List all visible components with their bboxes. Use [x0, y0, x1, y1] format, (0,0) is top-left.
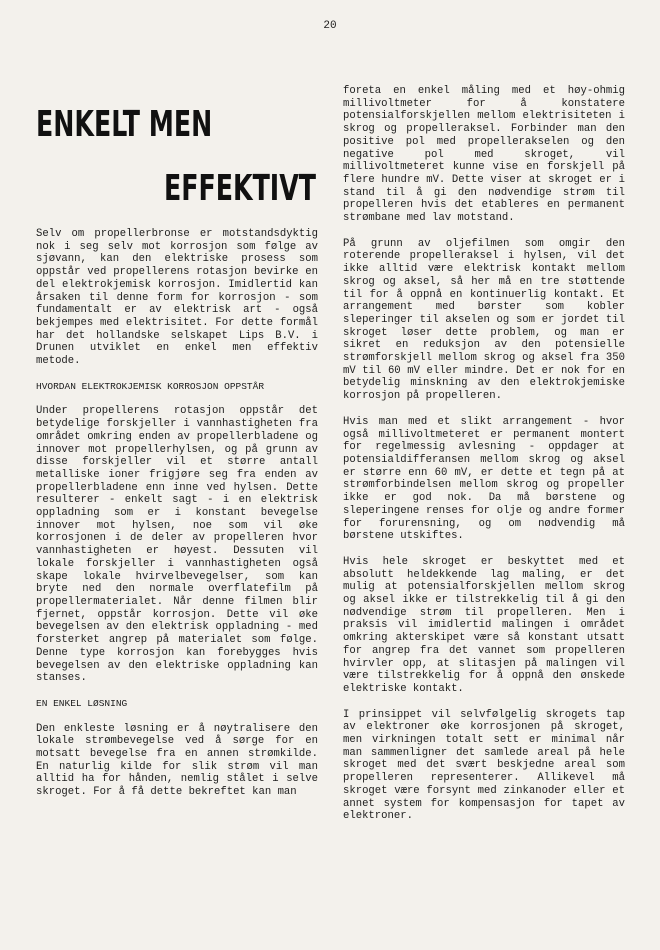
measurement-paragraph: foreta en enkel måling med et høy-ohmig millivoltmeter for å konstatere potensialforskjellen mellom elektrisiteten i skrog og propelleraksel. Forbinder man den positive pol med propellerakselen og den negative pol med skroget, vil millivoltmeteret kunne vise en forskjell på flere hundre mV. Dette viser at skroget er i stand til å gi den nødvendige strøm til propelleren hvis det etableres en permanent strømbane med lav motstand.: [343, 85, 625, 225]
monitoring-paragraph: Hvis man med et slikt arrangement - hvor også millivoltmeteret er permanent montert for regelmessig avlesning - oppdager at potensialdifferansen mellom skrog og aksel er større enn 60 mV, er dette et tegn på at strømforbindelsen mellom skrog og propeller ikke er god nok. Da må børstene og sleperingene renses for olje og andre former for forurensning, og om nødvendig må børstene utskiftes.: [343, 415, 625, 543]
left-column: [36, 228, 318, 799]
headline-line-1: ENKELT MEN: [36, 104, 213, 145]
oil-film-paragraph: På grunn av oljefilmen som omgir den roterende propelleraksel i hylsen, vil det ikke alltid være elektrisk kontakt mellom skrog og aksel, så her må en tre støttende til for å oppnå en kontinuerlig kontakt. Et arrangement med børster som kobler sleperinger til akselen og som er jordet til skroget løser dette problem, og man er sikret en reduksjon av den potensielle strømforskjell mellom skrog og aksel fra 350 mV til 60 mV eller mindre. Det er nok for en betydelig minskning av den elektrokjemiske korrosjon på propelleren.: [343, 237, 625, 403]
section-heading-solution: EN ENKEL LØSNING: [36, 697, 128, 709]
article-headline: [36, 105, 316, 209]
right-column: [343, 85, 625, 823]
section-heading-corrosion: HVORDAN ELEKTROKJEMISK KORROSJON OPPSTÅR: [36, 380, 265, 392]
electron-loss-paragraph: I prinsippet vil selvfølgelig skrogets tap av elektroner øke korrosjonen på skroget, men virkningen totalt sett er minimal når man sammenligner det samlede areal på hele skroget med det svært beskjedne areal som propelleren representerer. Allikevel må skroget være forsynt med zinkanoder eller et annet system for kompensasjon for tapet av elektroner.: [343, 708, 625, 823]
intro-paragraph: Selv om propellerbronse er motstandsdyktig nok i seg selv mot korrosjon som følge av sjøvann, kan den elektriske prosess som oppstår ved propellerens rotasjon bevirke en del elektrokjemisk korrosjon. Imidlertid kan årsaken til denne form for korrosjon - som fundamentalt er av elektrisk art - også bekjempes med elektrisitet. For dette formål har det hollandske selskapet Lips B.V. i Drunen utviklet en enkel men effektiv metode.: [36, 228, 318, 368]
paint-paragraph: Hvis hele skroget er beskyttet med et absolutt heldekkende lag maling, er det mulig at potensialforskjellen mellom skrog og aksel ikke er tilstrekkelig til å gi den nødvendige strøm til propelleren. Men i praksis vil imidlertid malingen i området omkring akterskipet være så konstant utsatt for angrep fra det vannet som propelleren hvirvler opp, at slitasjen på malingen vil være tilstrekkelig for å oppnå den ønskede elektriske kontakt.: [343, 555, 625, 695]
headline-line-2: EFFEKTIVT: [163, 168, 316, 209]
solution-paragraph: Den enkleste løsning er å nøytralisere den lokale strømbevegelse ved å sørge for en motsatt bevegelse fra en annen strømkilde. En naturlig kilde for slik strøm vil man alltid ha for hånden, nemlig stålet i selve skroget. For å få dette bekreftet kan man: [36, 722, 318, 799]
page-number: 20: [323, 20, 337, 32]
corrosion-paragraph: Under propellerens rotasjon oppstår det betydelige forskjeller i vannhastigheten fra området omkring enden av propellerbladene og innover mot propellerhylsen, og på grunn av disse forskjeller vil et større antall metalliske ioner frigjøre seg fra enden av propellerbladene enn inne ved hylsen. Dette resulterer - enkelt sagt - i en elektrisk oppladning som er i konstant bevegelse innover mot hylsen, noe som vil øke korrosjonen i de deler av propelleren hvor vannhastigheten er høyest. Dessuten vil lokale forskjeller i vannhastigheten også skape lokale hvirvelbevegelser, som kan bryte ned den normale overflatefilm på propellermaterialet. Når denne filmen blir fjernet, oppstår korrosjon. Dette vil øke bevegelsen av den elektrisk oppladning - med forsterket angrep på materialet som følge. Denne type korrosjon kan forebygges hvis bevegelsen av den elektriske oppladning kan stanses.: [36, 405, 318, 685]
